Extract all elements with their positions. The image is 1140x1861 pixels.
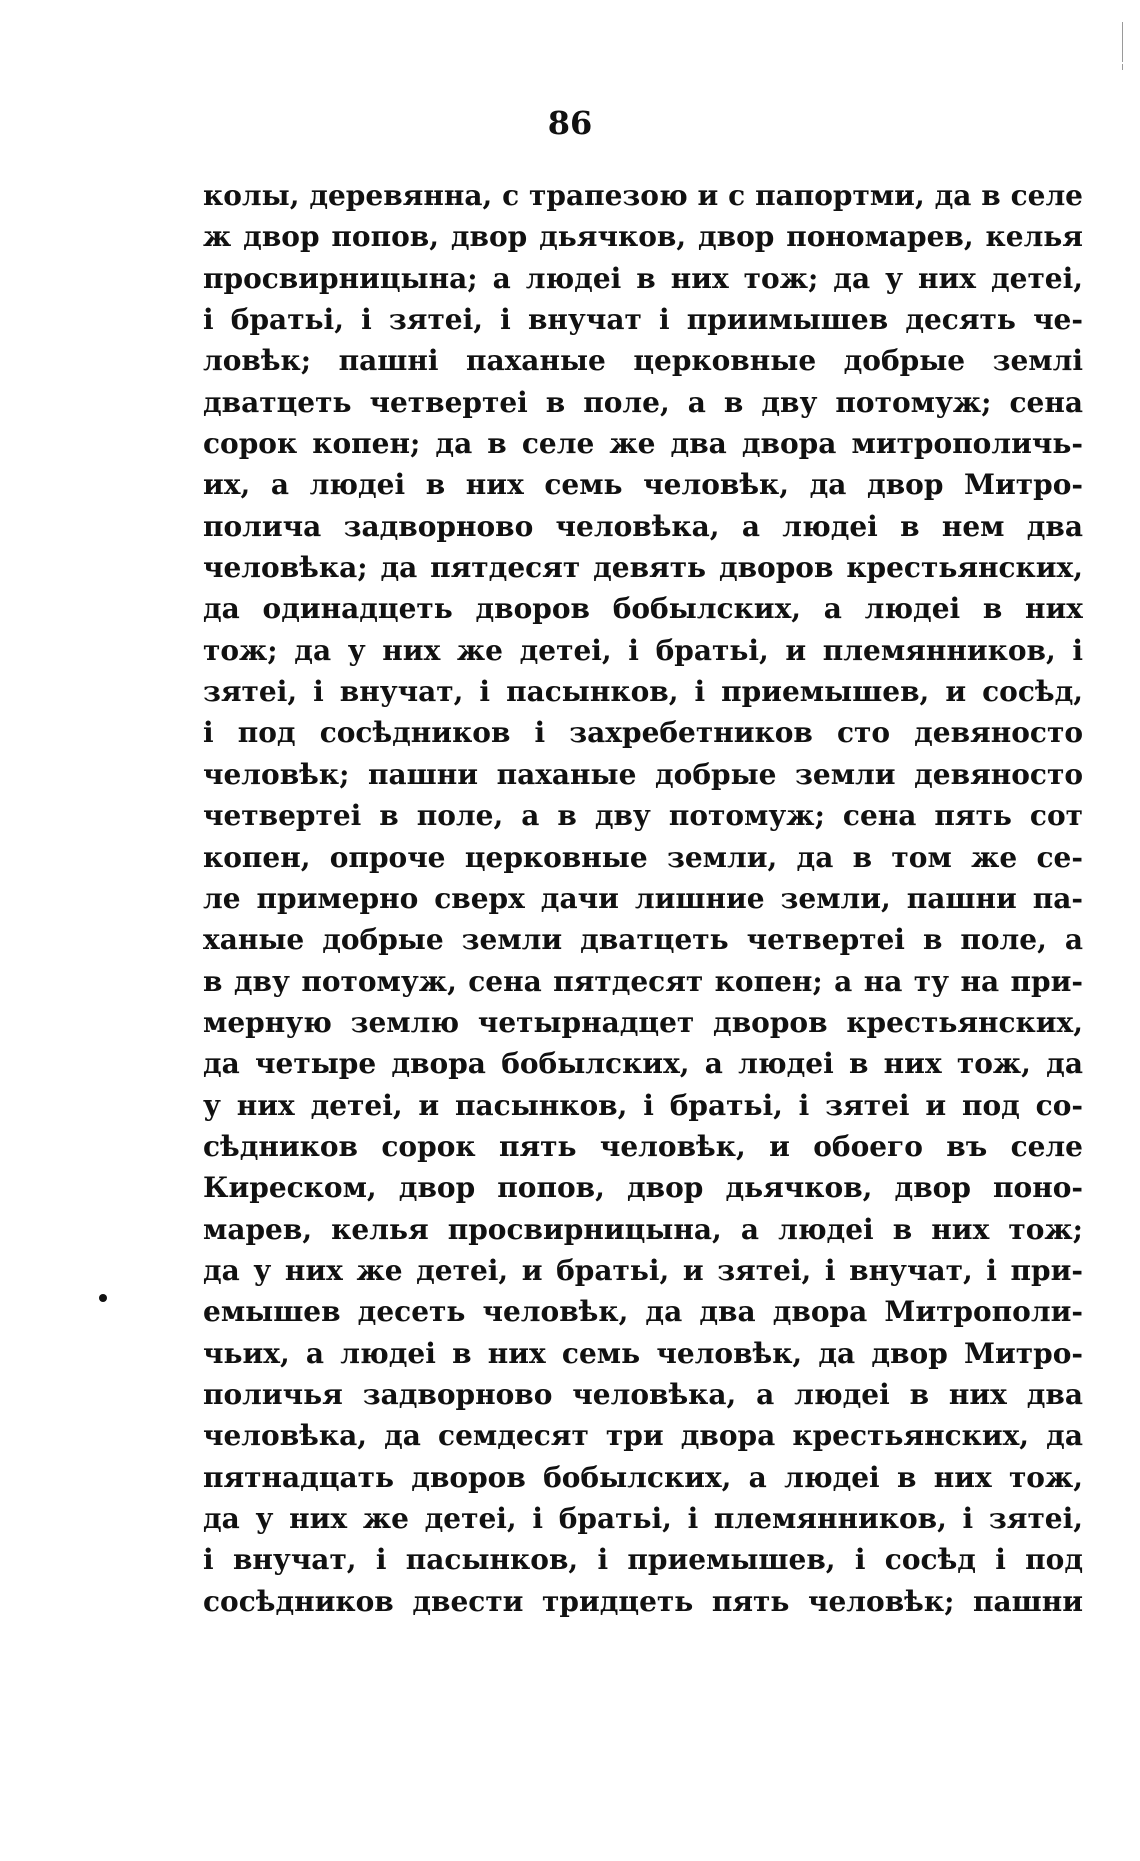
text-line: четвертеі в поле, а в дву потомуж; сена пять сот — [203, 799, 1083, 833]
text-line: і братьі, і зятеі, і внучат і приимышев десять че- — [203, 303, 1083, 337]
text-line: у них детеі, и пасынков, і братьі, і зятеі и под со- — [203, 1088, 1083, 1122]
page-number: 86 — [547, 104, 593, 142]
text-line: ж двор попов, двор дьячков, двор пономарев, келья — [203, 220, 1083, 254]
text-line: сосѣдников двести тридцеть пять человѣк; пашни — [203, 1584, 1083, 1618]
page-edge-mark — [1122, 22, 1123, 62]
text-line: человѣка; да пятдесят девять дворов крестьянских, — [203, 551, 1083, 585]
text-line: да у них же детеі, и братьі, и зятеі, і внучат, і при- — [203, 1253, 1083, 1287]
text-line: полича задворново человѣка, а людеі в нем два — [203, 509, 1083, 543]
text-line: человѣка, да семдесят три двора крестьянских, да — [203, 1419, 1083, 1453]
text-line: зятеі, і внучат, і пасынков, і приемышев, и сосѣд, — [203, 675, 1083, 709]
text-line: поличья задворново человѣка, а людеі в них два — [203, 1377, 1083, 1411]
text-line: і под сосѣдников і захребетников сто девяносто — [203, 716, 1083, 750]
text-line: тож; да у них же детеі, і братьі, и племянников, і — [203, 633, 1083, 667]
text-line: пятнадцать дворов бобылских, а людеі в них тож, — [203, 1460, 1083, 1494]
text-line: в дву потомуж, сена пятдесят копен; а на ту на при- — [203, 964, 1083, 998]
text-line: да одинадцеть дворов бобылских, а людеі в них — [203, 592, 1083, 626]
text-line: ловѣк; пашні паханые церковные добрые землі — [203, 344, 1083, 378]
page-edge-mark — [1122, 64, 1123, 70]
text-line: колы, деревянна, с трапезою и с папортми, да в селе — [203, 179, 1083, 212]
text-line: ханые добрые земли дватцеть четвертеі в поле, а — [203, 923, 1083, 957]
text-line: просвирницына; а людеі в них тож; да у них детеі, — [203, 261, 1083, 295]
text-line: сѣдников сорок пять человѣк, и обоего въ селе — [203, 1129, 1083, 1163]
text-line: емышев десеть человѣк, да два двора Митрополи- — [203, 1295, 1083, 1329]
text-line: дватцеть четвертеі в поле, а в дву потомуж; сена — [203, 385, 1083, 419]
text-line: человѣк; пашни паханые добрые земли девяносто — [203, 757, 1083, 791]
text-line: ле примерно сверх дачи лишние земли, пашни па- — [203, 881, 1083, 915]
text-line: чьих, а людеі в них семь человѣк, да двор Митро- — [203, 1336, 1083, 1370]
text-line: копен, опроче церковные земли, да в том же се- — [203, 840, 1083, 874]
text-line: мерную землю четырнадцет дворов крестьянских, — [203, 1005, 1083, 1039]
text-line: да четыре двора бобылских, а людеі в них тож, да — [203, 1047, 1083, 1081]
body-text — [203, 175, 1083, 1622]
text-line: сорок копен; да в селе же два двора митрополичь- — [203, 427, 1083, 461]
text-line: і внучат, і пасынков, і приемышев, і сосѣд і под — [203, 1543, 1083, 1577]
text-line: марев, келья просвирницына, а людеі в них тож; — [203, 1212, 1083, 1246]
text-line: их, а людеі в них семь человѣк, да двор Митро- — [203, 468, 1083, 502]
text-line: Киреcком, двор попов, двор дьячков, двор поно- — [203, 1171, 1083, 1205]
margin-dot — [99, 1294, 107, 1302]
text-line: да у них же детеі, і братьі, і племянников, і зятеі, — [203, 1502, 1083, 1535]
